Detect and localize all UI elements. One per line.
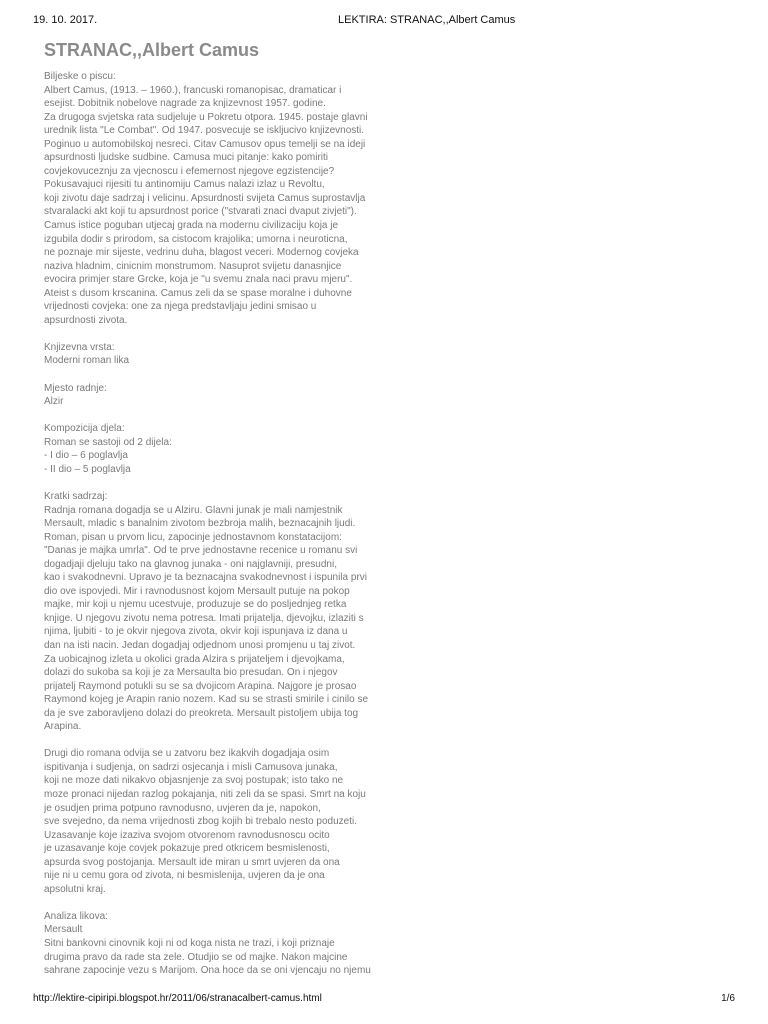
text-line: Roman se sastoji od 2 dijela: [44,436,172,448]
text-line: Alzir [44,396,64,408]
paragraph-gap [44,734,404,748]
text-line: - II dio – 5 poglavlja [44,463,131,475]
text-line: naziva hladnim, cinicnim monstrumom. Nasuprot svijetu danasnjice [44,260,342,272]
text-line: njima, ljubiti - to je okvir njegova zivota, okvir koji ispunjava iz dana u [44,626,348,638]
text-line: ispitivanja i sudjenja, on sadrzi osjecanja i misli Camusova junaka, [44,761,338,773]
text-line: covjekovuceznju za vjecnoscu i efemernost njegove egzistencije? [44,165,335,177]
paragraph-gap [44,476,404,490]
text-line: moze pronaci nijedan razlog pokajanja, niti zeli da se spasi. Smrt na koju [44,788,366,800]
text-line: - I dio – 6 poglavlja [44,450,128,462]
text-line: Sitni bankovni cinovnik koji ni od koga nista ne trazi, i koji priznaje [44,938,335,949]
text-line: Drugi dio romana odvija se u zatvoru bez ikakvih dogadjaja osim [44,748,330,760]
post-title: STRANAC,,Albert Camus [44,40,260,60]
text-line: Camus istice poguban utjecaj grada na modernu civilizaciju koja je [44,220,339,232]
paragraph [44,747,404,896]
text-line: drugima pravo da rade sta zele. Otudjio se od majke. Nakon majcine [44,951,348,963]
text-line: Mersault [44,924,83,936]
text-line: apsurda svog postojanja. Mersault ide miran u smrt uvjeren da ona [44,856,340,868]
page-number: 1/6 [721,993,735,1004]
text-line: je osudjen prima potpuno ravnodusno, uvjeren da je, napokon, [44,802,321,814]
text-line: urednik lista "Le Combat". Od 1947. posvecuje se iskljucivo knjizevnosti. [44,125,365,137]
text-line: Analiza likova: [44,910,108,922]
paragraph [44,70,404,327]
text-line: esejist. Dobitnik nobelove nagrade za knjizevnost 1957. godine. [44,98,326,110]
text-line: Radnja romana dogadja se u Alziru. Glavni junak je mali namjestnik [44,504,343,516]
text-line: Roman, pisan u prvom licu, zapocinje jednostavnom konstatacijom: [44,531,342,543]
paragraph-gap [44,896,404,910]
text-line: apsurdnosti ljudske sudbine. Camusa muci pitanje: kako pomiriti [44,152,329,164]
text-line: Albert Camus, (1913. – 1960.), francuski romanopisac, dramaticar i [44,84,342,96]
text-line: nije ni u cemu gora od zivota, ni besmislenija, uvjeren da je ona [44,870,325,882]
paragraph [44,341,404,368]
paragraph-gap [44,409,404,423]
text-line: Raymond kojeg je Arapin ranio nozem. Kad su se strasti smirile i cinilo se [44,694,369,706]
post-body [44,70,404,978]
text-line: vrijednosti covjeka: one za njega predstavljaju jedini smisao u [44,301,317,313]
text-line: ne poznaje mir sijeste, vedrinu duha, blagost veceri. Modernog covjeka [44,247,359,259]
text-line: Biljeske o piscu: [44,71,116,82]
source-url: http://lektire-cipiripi.blogspot.hr/2011/06/stranacalbert-camus.html [33,993,322,1004]
text-line: sve svejedno, da nema vrijednosti zbog kojih bi trebalo nesto poduzeti. [44,816,357,828]
text-line: apsolutni kraj. [44,883,106,895]
text-line: Za uobicajnog izleta u okolici grada Alzira s prijateljem i djevojkama, [44,653,345,665]
text-line: Pokusavajuci rijesiti tu antinomiju Camus nalazi izlaz u Revoltu, [44,179,325,191]
text-line: dolazi do sukoba sa koji je za Mersaulta bio presudan. On i njegov [44,667,338,679]
text-line: Uzasavanje koje izaziva svojom otvorenom ravnodusnoscu ocito [44,829,330,841]
text-line: koji ne moze dati nikakvo objasnjenje za svoj postupak; isto tako ne [44,775,344,787]
text-line: Moderni roman lika [44,355,130,367]
paragraph [44,382,404,409]
text-line: Arapina. [44,721,82,733]
text-line: dogadjaji djeluju tako na glavnog junaka - oni najglavniji, presudni, [44,558,337,570]
paragraph [44,422,404,476]
text-line: majke, mir koji u njemu ucestvuje, produzuje se do posljednjeg retka [44,599,347,611]
text-line: dan na isti nacin. Jedan dogadjaj odjednom unosi promjenu u taj zivot. [44,639,356,651]
text-line: Ateist s dusom krscanina. Camus zeli da se spase moralne i duhovne [44,287,352,299]
print-document-title: LEKTIRA: STRANAC,,Albert Camus [338,14,516,26]
text-line: Za drugoga svjetska rata sudjeluje u Pokretu otpora. 1945. postaje glavni [44,111,368,123]
text-line: Kompozicija djela: [44,423,125,435]
text-line: Kratki sadrzaj: [44,490,108,502]
text-line: stvaralacki akt koji tu apsurdnost porice ("stvarati znaci dvaput zivjeti"). [44,206,357,218]
text-line: Mjesto radnje: [44,382,107,394]
text-line: koji zivotu daje sadrzaj i velicinu. Apsurdnosti svijeta Camus suprostavlja [44,192,366,204]
print-header [33,14,735,30]
paragraph-gap [44,368,404,382]
text-line: izgubila dodir s prirodom, sa cistocom krajolika; umorna i neuroticna, [44,233,348,245]
text-line: prijatelj Raymond potukli su se sa dvojicom Arapina. Najgore je prosao [44,680,357,692]
paragraph [44,910,404,978]
print-footer [33,993,735,1009]
text-line: knjige. U njegovu zivotu nema potresa. Imati prijatelja, djevojku, izlaziti s [44,612,364,624]
text-line: Mersault, mladic s banalnim zivotom bezbroja malih, beznacajnih ljudi. [44,518,356,530]
text-line: evocira primjer stare Grcke, koja je "u svemu znala naci pravu mjeru". [44,274,353,286]
print-date: 19. 10. 2017. [33,14,98,26]
text-line: kao i svakodnevni. Upravo je ta beznacajna svakodnevnost i ispunila prvi [44,572,367,584]
text-line: Poginuo u automobilskoj nesreci. Citav Camusov opus temelji se na ideji [44,138,366,150]
paragraph-gap [44,327,404,341]
paragraph [44,490,404,734]
text-line: sahrane zapocinje vezu s Marijom. Ona hoce da se oni vjencaju no njemu [44,965,371,977]
text-line: Knjizevna vrsta: [44,341,115,353]
text-line: "Danas je majka umrla". Od te prve jednostavne recenice u romanu svi [44,545,358,557]
text-line: apsurdnosti zivota. [44,314,128,326]
text-line: dio ove ispovjedi. Mir i ravnodusnost kojom Mersault putuje na pokop [44,585,350,597]
text-line: je uzasavanje koje covjek pokazuje pred otkricem besmislenosti, [44,843,330,855]
text-line: da je sve zaboravljeno dolazi do preokreta. Mersault pistoljem ubija tog [44,707,359,719]
